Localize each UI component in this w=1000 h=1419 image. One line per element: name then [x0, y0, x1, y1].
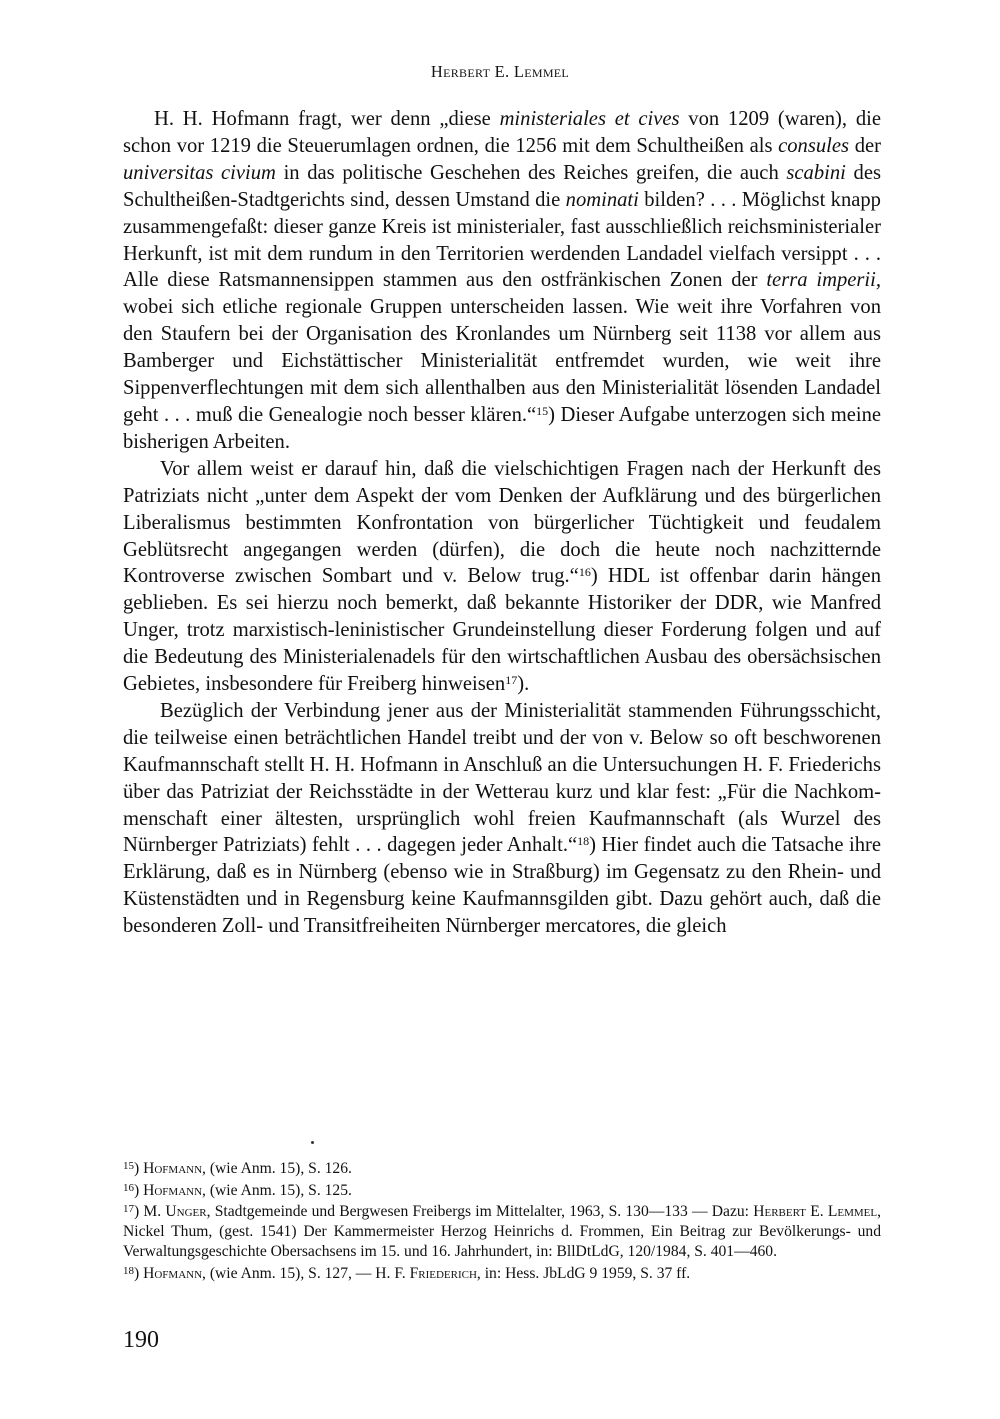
main-text	[123, 106, 881, 940]
stray-dot	[311, 1141, 314, 1144]
running-header: Herbert E. Lemmel	[430, 62, 570, 81]
footnote-ref-15: 15	[536, 403, 549, 418]
page-number: 190	[123, 1327, 159, 1353]
footnote-17: $^{17}$) M. Unger, Stadtgemeinde und Bergwesen Freibergs im Mittelalter, 1963, S. 130—133 — Dazu: Herbert E. Lemmel, Nickel Thum, (gest. 1541) Der Kammermeister Herzog Heinrichs d. Frommen, Ein Beitrag zur Bevölkerungs- und Verwaltungsgeschichte Obersachsens im 15. und 16. Jahrhundert, in: BllDtLdG, 120/1984, S. 401—460.	[123, 1203, 882, 1260]
paragraph-1: H. H. Hofmann fragt, wer denn „diese ministeriales et cives von 1209 (waren), die schon vor 1219 die Steuerumlagen ordnen, die 1256 mit dem Schultheißen als consules der universitas civium in das politische Geschehen des Reiches greifen, die auch scabini des Schultheißen-Stadtgerichts sind, dessen Umstand die nominati bilden? . . . Möglichst knapp zusammengefaßt: dieser ganze Kreis ist ministerialer, fast ausschließlich reichsministerialer Herkunft, ist mit dem rundum in den Territorien werdenden Landadel vielfach versippt . . . Alle diese Ratsmannensippen stammen aus den ostfränkischen Zonen der terra imperii, wobei sich etliche regionale Gruppen unterscheiden lassen. Wie weit ihre Vorfahren von den Staufern bei der Organisation des Kronlandes um Nürnberg seit 1138 vor allem aus Bamberger und Eichstättischer Ministerialität entfremdet wurden, wie weit ihre Sippenverflechtungen mit dem sich allenthalben aus den Ministerialität lösenden Landadel geht . . . muß die Genealogie noch besser klären.“$^{15}$) Dieser Aufgabe unterzogen sich meine bisherigen Arbeiten.	[123, 108, 882, 453]
footnote-15: $^{15}$) Hofmann, (wie Anm. 15), S. 126.	[123, 1160, 352, 1177]
footnote-ref-17: 17	[505, 673, 518, 688]
footnote-ref-16: 16	[578, 565, 591, 580]
footnote-ref-18: 18	[577, 834, 590, 849]
paragraph-3: Bezüglich der Verbindung jener aus der Ministerialität stammenden Führungsschicht, die teilweise einen beträchtlichen Handel treibt und der von v. Below so oft beschworenen Kaufmannschaft stellt H. H. Hofmann in Anschluß an die Untersuchungen H. F. Friederichs über das Patriziat der Reichsstädte in der Wetterau kurz und klar fest: „Für die Nachkommenschaft einer ältesten, ursprünglich wohl freien Kaufmannschaft (als Wurzel des Nürnberger Patriziats) fehlt . . . dagegen jeder Anhalt.“$^{18}$) Hier findet auch die Tatsache ihre Erklärung, daß es in Nürnberg (ebenso wie in Straßburg) im Gegensatz zu den Rhein- und Küstenstädten und in Regensburg keine Kaufmannsgilden gibt. Dazu gehört auch, daß die besonderen Zoll- und Transitfreiheiten Nürnberger mercatores, die gleich	[123, 699, 881, 938]
footnotes	[123, 1157, 881, 1283]
paragraph-2: Vor allem weist er darauf hin, daß die vielschichtigen Fragen nach der Herkunft des Patriziats nicht „unter dem Aspekt der vom Denken der Aufklärung und des bürgerlichen Liberalismus bestimmten Konfrontation von bürgerlicher Tüchtigkeit und feudalem Geblütsrecht angegangen werden (dürfen), die doch die heute noch nachzitternde Kontroverse zwischen Sombart und v. Below trug.“$^{16}$) HDL ist offenbar darin hängen geblieben. Es sei hierzu noch bemerkt, daß bekannte Historiker der DDR, wie Manfred Unger, trotz marxistisch-leninistischer Grundeinstellung dieser Forderung folgen und auf die Bedeutung des Ministerialenadels für den wirtschaftlichen Ausbau des obersächsischen Gebietes, insbesondere für Freiberg hinweisen$^{17}$).	[123, 457, 881, 696]
footnote-18: $^{18}$) Hofmann, (wie Anm. 15), S. 127, — H. F. Friederich, in: Hess. JbLdG 9 1959, S. 37 ff.	[123, 1264, 691, 1282]
footnote-16: $^{16}$) Hofmann, (wie Anm. 15), S. 125.	[123, 1181, 352, 1199]
